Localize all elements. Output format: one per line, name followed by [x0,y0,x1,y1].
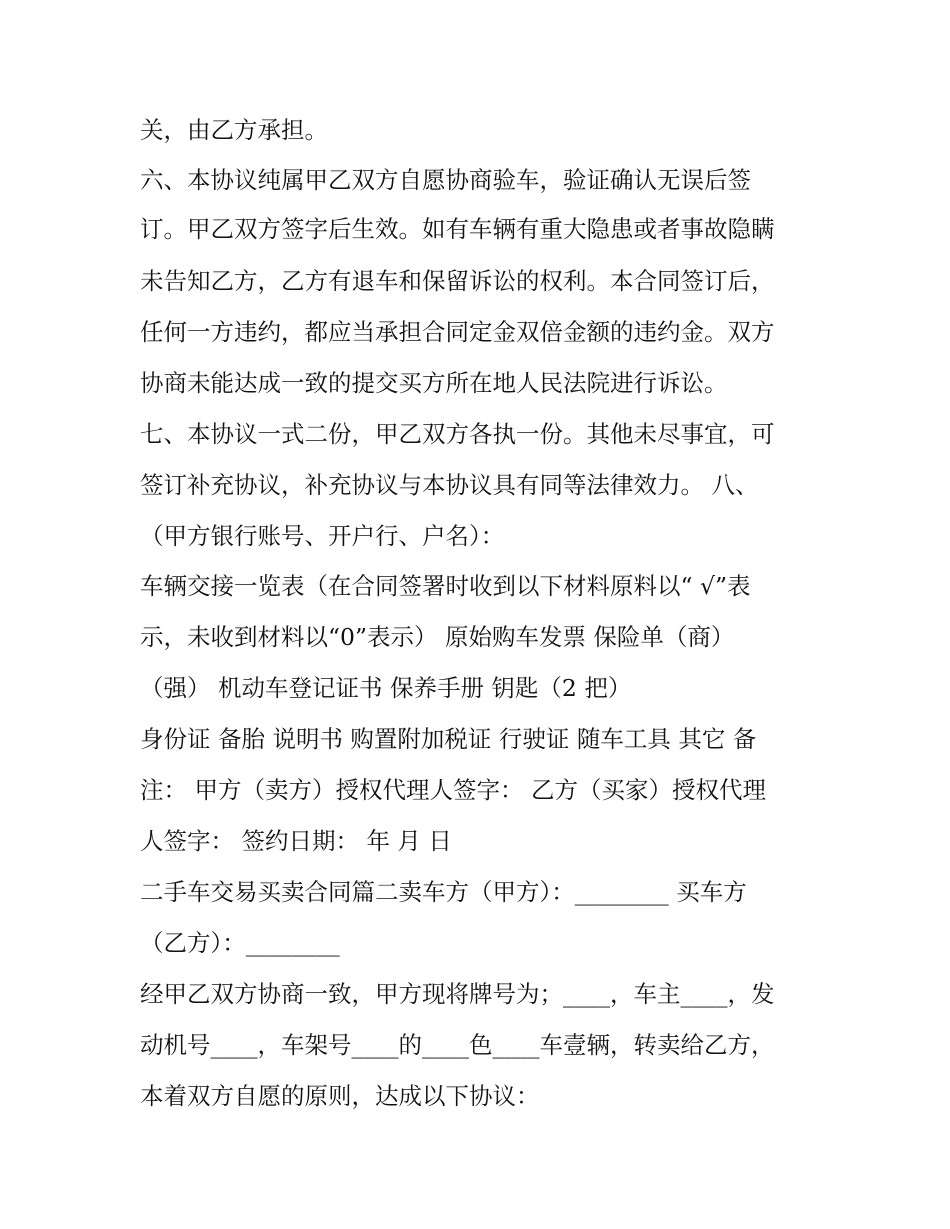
text-line: 六、本协议纯属甲乙双方自愿协商验车，验证确认无误后签 [140,166,751,194]
text-line: 人签字： 签约日期： 年 月 日 [140,827,452,855]
text-line: 协商未能达成一致的提交买方所在地人民法院进行诉讼。 [140,369,728,397]
text-line: 身份证 备胎 说明书 购置附加税证 行驶证 随车工具 其它 备 [140,725,757,753]
text-line: 关，由乙方承担。 [140,116,328,144]
text-line: 本着双方自愿的原则，达成以下协议： [140,1082,540,1110]
text-line: （甲方银行账号、开户行、户名）： [140,522,505,550]
text-line: 任何一方违约，都应当承担合同定金双倍金额的违约金。双方 [140,318,775,346]
text-line: 未告知乙方，乙方有退车和保留诉讼的权利。本合同签订后， [140,267,775,295]
text-line: 订。甲乙双方签字后生效。如有车辆有重大隐患或者事故隐瞒 [140,215,775,243]
text-line: 车辆交接一览表（在合同签署时收到以下材料原料以“ √”表 [140,572,751,600]
text-line: 注： 甲方（卖方）授权代理人签字： 乙方（买家）授权代理 [140,776,766,804]
text-line: 七、本协议一式二份，甲乙双方各执一份。其他未尽事宜，可 [140,420,775,448]
text-line: 经甲乙双方协商一致，甲方现将牌号为；____，车主____，发 [140,980,775,1008]
text-line: 二手车交易买卖合同篇二卖车方（甲方）：________ 买车方 [140,878,747,906]
text-line: （乙方）：________ [140,929,340,957]
text-line: 动机号____，车架号____的____色____车壹辆，转卖给乙方， [140,1031,775,1059]
text-line: （强） 机动车登记证书 保养手册 钥匙（2 把） [140,674,632,702]
text-line: 示，未收到材料以“0”表示） 原始购车发票 保险单（商） [140,623,735,651]
text-line: 签订补充协议，补充协议与本协议具有同等法律效力。 八、 [140,471,759,499]
